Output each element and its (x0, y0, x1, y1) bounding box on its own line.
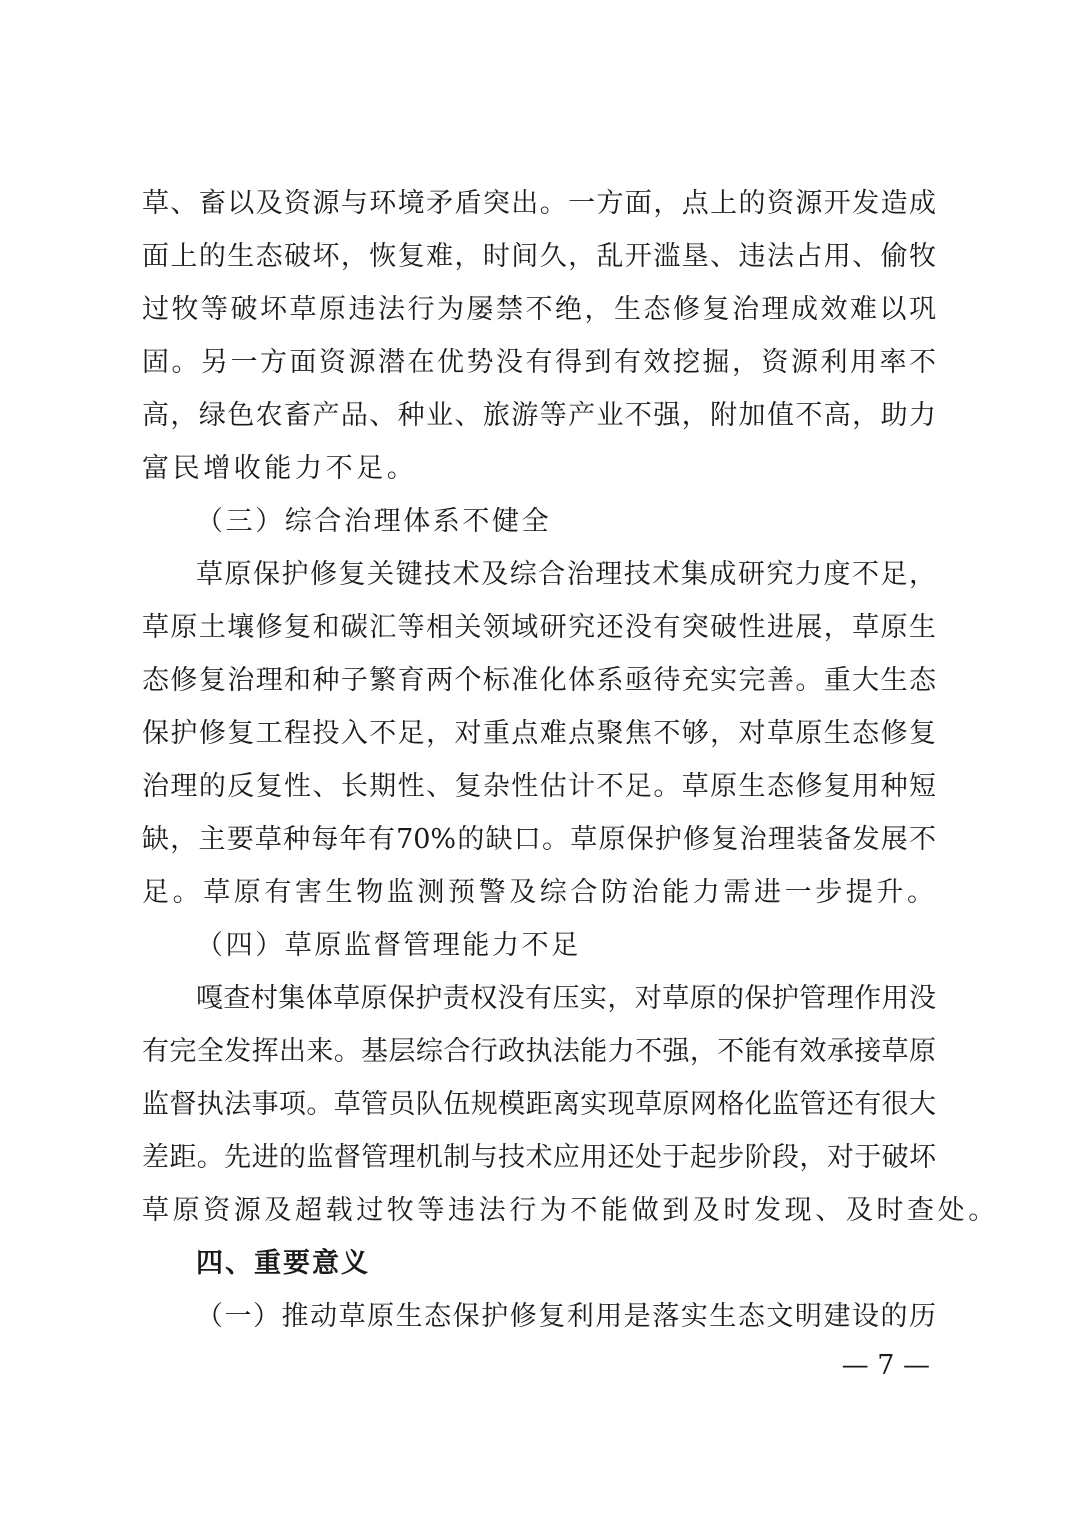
paragraph-line: 保护修复工程投入不足，对重点难点聚焦不够，对草原生态修复 (142, 718, 936, 749)
paragraph-line: 嘎查村集体草原保护责权没有压实，对草原的保护管理作用没 (196, 983, 936, 1014)
paragraph-line: 足。草原有害生物监测预警及综合防治能力需进一步提升。 (142, 877, 938, 908)
paragraph-line: 治理的反复性、长期性、复杂性估计不足。草原生态修复用种短 (142, 771, 936, 802)
paragraph-line: 面上的生态破坏，恢复难，时间久，乱开滥垦、违法占用、偷牧 (142, 241, 936, 272)
paragraph-line: 缺，主要草种每年有70%的缺口。草原保护修复治理装备发展不 (142, 824, 936, 855)
paragraph-line: 差距。先进的监督管理机制与技术应用还处于起步阶段，对于破坏 (142, 1142, 936, 1173)
paragraph-line: 有完全发挥出来。基层综合行政执法能力不强，不能有效承接草原 (142, 1036, 936, 1067)
paragraph-line: 高，绿色农畜产品、种业、旅游等产业不强，附加值不高，助力 (142, 400, 936, 431)
page-number: — 7 — (841, 1350, 930, 1381)
paragraph-line: 固。另一方面资源潜在优势没有得到有效挖掘，资源利用率不 (142, 347, 936, 378)
subheading: （一）推动草原生态保护修复利用是落实生态文明建设的历 (196, 1301, 936, 1332)
paragraph-line: 监督执法事项。草管员队伍规模距离实现草原网格化监管还有很大 (142, 1089, 936, 1120)
paragraph-line: 草、畜以及资源与环境矛盾突出。一方面，点上的资源开发造成 (142, 188, 936, 219)
section-heading: 四、重要意义 (196, 1248, 370, 1279)
paragraph-line: 过牧等破坏草原违法行为屡禁不绝，生态修复治理成效难以巩 (142, 294, 936, 325)
paragraph-line: 草原资源及超载过牧等违法行为不能做到及时发现、及时查处。 (142, 1195, 999, 1226)
paragraph-line: 草原土壤修复和碳汇等相关领域研究还没有突破性进展，草原生 (142, 612, 936, 643)
subheading: （三）综合治理体系不健全 (196, 506, 552, 537)
paragraph-line: 富民增收能力不足。 (142, 453, 418, 484)
subheading: （四）草原监督管理能力不足 (196, 930, 581, 961)
paragraph-line: 草原保护修复关键技术及综合治理技术集成研究力度不足， (196, 559, 936, 590)
paragraph-line: 态修复治理和种子繁育两个标准化体系亟待充实完善。重大生态 (142, 665, 936, 696)
